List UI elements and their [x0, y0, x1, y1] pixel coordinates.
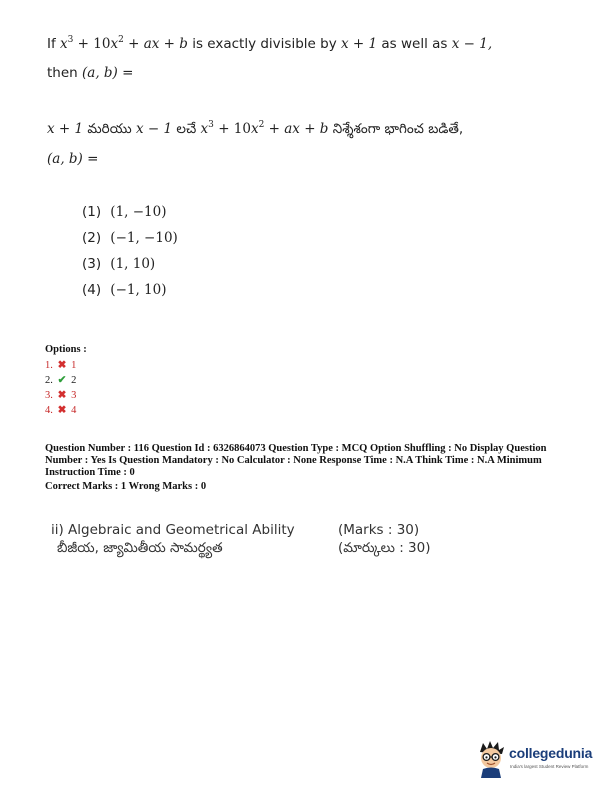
- check-icon: ✔: [57, 375, 67, 386]
- choice-1: [82, 204, 167, 220]
- logo-wordmark: collegedunia: [509, 745, 593, 761]
- metadata-line: Number : Yes Is Question Mandatory : No Calculator : None Response Time : N.A Think Time : N.A Minimum: [45, 455, 542, 466]
- metadata-line: Instruction Time : 0: [45, 467, 135, 478]
- choice-value: (1, −10): [110, 204, 167, 220]
- option-row: 1. ✖ 1: [45, 360, 77, 371]
- option-row: 4. ✖ 4: [45, 405, 77, 416]
- question-english-line2: then (a, b) =: [47, 65, 134, 81]
- choice-number: (4): [82, 282, 102, 298]
- cross-icon: ✖: [57, 360, 67, 371]
- cross-icon: ✖: [57, 390, 67, 401]
- options-title: Options :: [45, 344, 87, 355]
- choice-2: [82, 230, 178, 246]
- choice-4: [82, 282, 167, 298]
- section-title-telugu: బీజీయ, జ్యామితీయ సామర్థ్యత: [57, 540, 223, 556]
- choice-value: (−1, 10): [110, 282, 167, 298]
- option-row: 2. ✔ 2: [45, 375, 77, 386]
- collegedunia-logo: [474, 738, 602, 780]
- section-marks-telugu: (మార్కులు : 30): [338, 540, 431, 556]
- choice-number: (1): [82, 204, 102, 220]
- cross-icon: ✖: [57, 405, 67, 416]
- question-metadata: [45, 443, 573, 493]
- choice-value: (−1, −10): [110, 230, 178, 246]
- choice-number: (3): [82, 256, 102, 272]
- question-telugu-line1: x + 1 మరియు x − 1 లచే $x^3 + 10x^2$ + ax + b నిశ్శేశంగా భాగించ బడితే,: [47, 120, 464, 137]
- choice-value: (1, 10): [110, 256, 156, 272]
- question-english-line1: If $x^3 + 10x^2$ + ax + b is exactly divisible by x + 1 as well as x − 1,: [47, 35, 493, 52]
- student-mascot-icon: [474, 738, 508, 778]
- logo-tagline: India's largest Student Review Platform: [510, 764, 589, 769]
- section-marks-english: (Marks : 30): [338, 522, 420, 538]
- choice-3: [82, 256, 155, 272]
- metadata-line: Correct Marks : 1 Wrong Marks : 0: [45, 481, 207, 492]
- section-title-english: ii) Algebraic and Geometrical Ability: [51, 522, 295, 538]
- choice-number: (2): [82, 230, 102, 246]
- question-telugu-line2: (a, b) =: [47, 151, 99, 167]
- option-row: 3. ✖ 3: [45, 390, 77, 401]
- metadata-line: Question Number : 116 Question Id : 6326864073 Question Type : MCQ Option Shuffling : No Display Question: [45, 443, 547, 454]
